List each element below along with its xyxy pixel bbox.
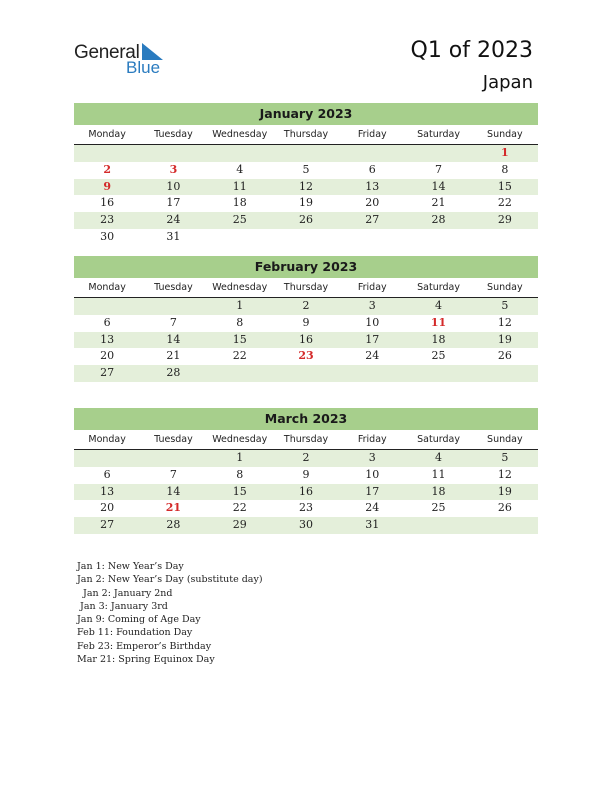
brand-word-blue: Blue [126, 58, 161, 77]
day-cell: 17 [166, 196, 181, 210]
weekday-header-row [74, 126, 538, 145]
day-cell: 21 [431, 196, 446, 210]
weekday-header-row [74, 279, 538, 298]
day-cell: 25 [232, 213, 247, 227]
day-cell: 31 [166, 229, 181, 243]
day-cell: 29 [232, 518, 247, 532]
day-cell: 2 [302, 299, 310, 312]
day-cell: 17 [365, 332, 380, 346]
day-cell: 30 [298, 518, 313, 532]
week-row [74, 348, 538, 365]
weekday-label: Thursday [283, 434, 329, 445]
holiday-notes [77, 560, 263, 666]
day-cell: 24 [365, 501, 380, 515]
month-title: February 2023 [74, 256, 538, 278]
day-cell: 12 [497, 467, 512, 481]
weekday-label: Sunday [487, 434, 523, 445]
week-row [74, 467, 538, 484]
page-title: Q1 of 2023 [410, 38, 533, 63]
day-cell: 4 [236, 162, 244, 176]
day-cell: 14 [431, 179, 446, 193]
holiday-note: Feb 23: Emperor’s Birthday [77, 640, 212, 652]
day-cell: 14 [166, 332, 181, 346]
day-cell: 10 [365, 467, 380, 481]
day-cell: 16 [298, 332, 313, 346]
day-cell: 27 [100, 518, 115, 532]
day-cell [405, 145, 471, 162]
weekday-label: Wednesday [212, 129, 268, 140]
day-cell: 11 [430, 315, 447, 329]
day-cell [273, 365, 339, 382]
day-cell: 5 [302, 162, 310, 176]
day-cell [472, 517, 538, 534]
day-cell: 14 [166, 484, 181, 498]
day-cell: 23 [100, 213, 115, 227]
day-cell: 29 [497, 213, 512, 227]
day-cell: 26 [497, 501, 512, 515]
day-cell: 3 [368, 451, 376, 464]
day-cell: 30 [100, 229, 115, 243]
day-cell: 1 [236, 299, 244, 312]
brand-word-general: General [74, 42, 140, 63]
day-cell: 1 [501, 146, 509, 159]
day-cell: 11 [232, 179, 247, 193]
week-row [74, 229, 538, 246]
day-cell [273, 145, 339, 162]
day-cell: 24 [365, 349, 380, 363]
day-cell: 9 [103, 179, 111, 193]
day-cell: 9 [302, 467, 310, 481]
day-cell: 20 [100, 501, 115, 515]
weekday-label: Monday [88, 434, 126, 445]
day-cell: 4 [435, 299, 443, 312]
day-cell [74, 450, 140, 467]
day-cell [472, 229, 538, 246]
day-cell: 3 [169, 162, 178, 176]
day-cell [140, 450, 206, 467]
day-cell: 10 [365, 315, 380, 329]
holiday-note: Jan 2: New Year’s Day (substitute day) [77, 574, 263, 586]
day-cell: 15 [232, 484, 247, 498]
week-row [74, 298, 538, 315]
day-cell: 25 [431, 501, 446, 515]
day-cell [207, 229, 273, 246]
day-cell [140, 298, 206, 315]
day-cell: 2 [302, 451, 310, 464]
day-cell: 22 [497, 196, 512, 210]
day-cell [405, 365, 471, 382]
day-cell [273, 229, 339, 246]
weekday-label: Saturday [417, 434, 460, 445]
country-name: Japan [482, 72, 533, 93]
day-cell: 5 [501, 299, 509, 312]
holiday-note: Mar 21: Spring Equinox Day [77, 654, 215, 666]
holiday-note: Jan 9: Coming of Age Day [77, 614, 201, 626]
weekday-label: Monday [88, 282, 126, 293]
day-cell: 10 [166, 179, 181, 193]
day-cell: 18 [232, 196, 247, 210]
day-cell: 31 [365, 518, 380, 532]
holiday-note: Jan 1: New Year’s Day [77, 561, 184, 572]
day-cell [74, 145, 140, 162]
day-cell: 12 [497, 315, 512, 329]
week-row [74, 145, 538, 162]
month-title: March 2023 [74, 408, 538, 430]
day-cell: 6 [103, 467, 111, 481]
weekday-label: Wednesday [212, 282, 268, 293]
day-cell: 19 [497, 332, 512, 346]
weekday-label: Sunday [487, 282, 523, 293]
day-cell: 5 [501, 451, 509, 464]
day-cell: 2 [103, 162, 111, 176]
day-cell: 24 [166, 213, 181, 227]
month-calendar [74, 408, 538, 534]
week-row [74, 212, 538, 229]
day-cell: 6 [103, 315, 111, 329]
week-row [74, 179, 538, 196]
day-cell: 19 [497, 484, 512, 498]
weekday-label: Friday [357, 129, 387, 140]
weekday-label: Saturday [417, 129, 460, 140]
day-cell: 27 [100, 366, 115, 380]
day-cell: 28 [166, 366, 181, 380]
week-row [74, 484, 538, 501]
week-row [74, 332, 538, 349]
weekday-label: Tuesday [154, 282, 193, 293]
week-row [74, 315, 538, 332]
weekday-header-row [74, 431, 538, 450]
month-title: January 2023 [74, 103, 538, 125]
holiday-note: Jan 3: January 3rd [77, 600, 168, 612]
day-cell: 3 [368, 299, 376, 312]
weekday-label: Tuesday [154, 129, 193, 140]
day-cell: 26 [298, 213, 313, 227]
weekday-label: Saturday [417, 282, 460, 293]
day-cell: 25 [431, 349, 446, 363]
day-cell [74, 298, 140, 315]
day-cell: 4 [435, 451, 443, 464]
day-cell: 8 [236, 467, 244, 481]
day-cell: 21 [165, 501, 182, 515]
day-cell [207, 145, 273, 162]
day-cell: 27 [365, 213, 380, 227]
day-cell: 8 [236, 315, 244, 329]
day-cell [339, 365, 405, 382]
week-row [74, 162, 538, 179]
day-cell: 13 [100, 332, 115, 346]
day-cell: 15 [232, 332, 247, 346]
day-cell [405, 517, 471, 534]
day-cell: 12 [298, 179, 313, 193]
day-cell: 6 [368, 162, 376, 176]
day-cell: 11 [431, 467, 446, 481]
day-cell: 18 [431, 332, 446, 346]
day-cell: 13 [100, 484, 115, 498]
day-cell: 7 [169, 467, 177, 481]
day-cell: 20 [365, 196, 380, 210]
weekday-label: Friday [357, 434, 387, 445]
day-cell: 23 [298, 349, 314, 363]
day-cell: 22 [232, 349, 247, 363]
day-cell: 20 [100, 349, 115, 363]
week-row [74, 365, 538, 382]
day-cell [339, 145, 405, 162]
day-cell: 7 [169, 315, 177, 329]
week-row [74, 450, 538, 467]
day-cell: 8 [501, 162, 509, 176]
day-cell: 16 [298, 484, 313, 498]
day-cell [140, 145, 206, 162]
day-cell: 26 [497, 349, 512, 363]
weekday-label: Tuesday [154, 434, 193, 445]
day-cell: 23 [298, 501, 313, 515]
day-cell: 9 [302, 315, 310, 329]
weekday-label: Wednesday [212, 434, 268, 445]
day-cell: 22 [232, 501, 247, 515]
weekday-label: Sunday [487, 129, 523, 140]
day-cell: 18 [431, 484, 446, 498]
weekday-label: Monday [88, 129, 126, 140]
day-cell: 28 [431, 213, 446, 227]
month-calendar [74, 256, 538, 382]
week-row [74, 500, 538, 517]
holiday-note: Jan 2: January 2nd [77, 587, 173, 599]
weekday-label: Thursday [283, 129, 329, 140]
day-cell: 13 [365, 179, 380, 193]
day-cell [207, 365, 273, 382]
day-cell [472, 365, 538, 382]
day-cell [339, 229, 405, 246]
day-cell: 17 [365, 484, 380, 498]
holiday-note: Feb 11: Foundation Day [77, 627, 193, 639]
day-cell: 21 [166, 349, 181, 363]
week-row [74, 517, 538, 534]
weekday-label: Friday [357, 282, 387, 293]
day-cell: 19 [298, 196, 313, 210]
day-cell: 16 [100, 196, 115, 210]
week-row [74, 195, 538, 212]
month-calendar [74, 103, 538, 246]
day-cell [405, 229, 471, 246]
day-cell: 28 [166, 518, 181, 532]
day-cell: 15 [497, 179, 512, 193]
weekday-label: Thursday [283, 282, 329, 293]
day-cell: 7 [435, 162, 443, 176]
day-cell: 1 [236, 451, 244, 464]
